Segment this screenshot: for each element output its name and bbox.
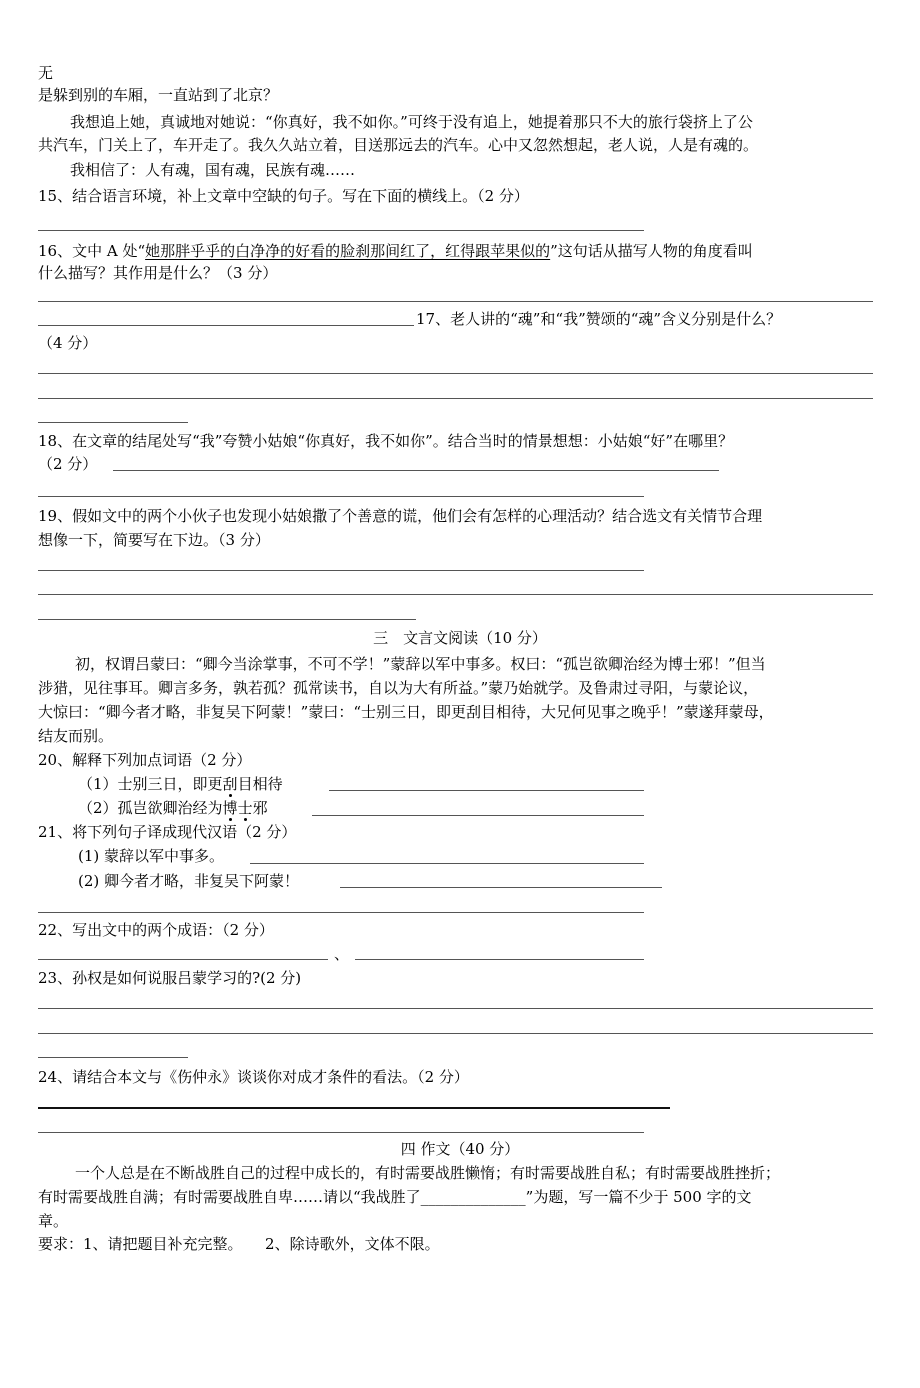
- question-20-item-2: [78, 798, 268, 818]
- essay-requirements: 要求：1、请把题目补充完整。 2、除诗歌外，文体不限。: [38, 1235, 440, 1253]
- separator: 、: [334, 945, 350, 963]
- answer-line[interactable]: [113, 470, 719, 471]
- question-20: 20、解释下列加点词语（2 分）: [38, 751, 252, 769]
- section-title: 四 作文（40 分）: [400, 1140, 520, 1158]
- question-16-line2: 什么描写？其作用是什么？（3 分）: [38, 264, 278, 282]
- essay-prompt-line: 章。: [38, 1212, 69, 1230]
- prompt-text: ”为题，写一篇不少于 500 字的文: [525, 1188, 752, 1206]
- question-17-score: （4 分）: [38, 334, 98, 352]
- question-17: 17、老人讲的“魂”和“我”赞颂的“魂”含义分别是什么？: [416, 310, 782, 328]
- prompt-text: 有时需要战胜自满；有时需要战胜自卑……请以“我战胜了: [38, 1188, 421, 1206]
- classical-text-line: 结友而别。: [38, 727, 114, 745]
- answer-line[interactable]: [38, 230, 644, 231]
- passage-line: 是躲到别的车厢，一直站到了北京？: [38, 86, 279, 104]
- question-24: 24、请结合本文与《伤仲永》谈谈你对成才条件的看法。（2 分）: [38, 1068, 469, 1086]
- question-18-score: （2 分）: [38, 455, 98, 473]
- dotted-character: 士: [237, 799, 253, 817]
- question-16-suffix: ”这句话从描写人物的角度看叫: [550, 242, 753, 260]
- answer-line[interactable]: [329, 790, 644, 791]
- answer-line[interactable]: [38, 301, 873, 302]
- question-21-item-1: (1) 蒙辞以军中事多。: [78, 847, 225, 865]
- answer-line[interactable]: [38, 619, 416, 620]
- passage-paragraph-line: 我想追上她，真诚地对她说：“你真好，我不如你。”可终于没有追上，她提着那只不大的旅行袋挤上了公: [70, 113, 753, 131]
- item-text: （2）孤岂欲卿治经为: [78, 799, 223, 817]
- question-22: 22、写出文中的两个成语：（2 分）: [38, 921, 274, 939]
- item-text: 邪: [252, 799, 268, 817]
- question-16-quote: 她那胖乎乎的白净净的好看的脸刹那间红了，红得跟苹果似的: [145, 242, 551, 260]
- answer-line[interactable]: [38, 496, 644, 497]
- dotted-character: 刮: [222, 775, 238, 793]
- item-text: 目相待: [237, 775, 283, 793]
- answer-line[interactable]: [38, 1132, 644, 1133]
- question-15: 15、结合语言环境，补上文章中空缺的句子。写在下面的横线上。（2 分）: [38, 187, 529, 205]
- passage-fragment: 无: [38, 64, 54, 82]
- answer-line[interactable]: [250, 863, 644, 864]
- title-blank[interactable]: ______________: [420, 1188, 526, 1206]
- classical-text-line: 大惊曰：“卿今者才略，非复吴下阿蒙！”蒙曰：“士别三日，即更刮目相待，大兄何见事之晚乎！”蒙遂拜蒙母，: [38, 703, 774, 721]
- answer-line[interactable]: [38, 1008, 873, 1009]
- question-20-item-1: [78, 774, 283, 794]
- passage-paragraph-line: 我相信了：人有魂，国有魂，民族有魂……: [70, 161, 356, 179]
- question-19-line2: 想像一下，简要写在下边。（3 分）: [38, 531, 270, 549]
- classical-text-line: 涉猎，见往事耳。卿言多务，孰若孤？孤常读书，自以为大有所益。”蒙乃始就学。及鲁肃过寻阳，与蒙论议，: [38, 679, 759, 697]
- answer-line[interactable]: [38, 325, 414, 326]
- classical-text-line: 初，权谓吕蒙曰：“卿今当涂掌事，不可不学！”蒙辞以军中事多。权曰：“孤岂欲卿治经为博士邪！”但当: [75, 655, 766, 673]
- answer-line[interactable]: [355, 959, 644, 960]
- question-16: [38, 241, 753, 261]
- passage-paragraph-line: 共汽车，门关上了，车开走了。我久久站立着，目送那远去的汽车。心中又忽然想起，老人说，人是有魂的。: [38, 136, 759, 154]
- answer-line[interactable]: [38, 373, 873, 374]
- question-21: 21、将下列句子译成现代汉语（2 分）: [38, 823, 297, 841]
- item-text: （1）士别三日，即更: [78, 775, 223, 793]
- question-18: 18、在文章的结尾处写“我”夸赞小姑娘“你真好，我不如你”。结合当时的情景想想：小姑娘“好”在哪里？: [38, 432, 734, 450]
- question-16-prefix: 16、文中 A 处“: [38, 242, 146, 260]
- essay-prompt-line: 一个人总是在不断战胜自己的过程中成长的，有时需要战胜懒惰；有时需要战胜自私；有时需要战胜挫折；: [75, 1164, 781, 1182]
- essay-prompt-line: [38, 1187, 752, 1207]
- question-23: 23、孙权是如何说服吕蒙学习的?(2 分): [38, 969, 302, 987]
- question-21-item-2: (2) 卿今者才略，非复吴下阿蒙！: [78, 872, 300, 890]
- answer-line[interactable]: [38, 1057, 188, 1058]
- answer-line[interactable]: [38, 422, 188, 423]
- answer-line[interactable]: [38, 912, 644, 913]
- question-19: 19、假如文中的两个小伙子也发现小姑娘撒了个善意的谎，他们会有怎样的心理活动？结合选文有关情节合理: [38, 507, 763, 525]
- answer-line[interactable]: [38, 1033, 873, 1034]
- answer-line[interactable]: [38, 959, 328, 960]
- answer-line[interactable]: [38, 1107, 670, 1109]
- answer-line[interactable]: [38, 398, 873, 399]
- answer-line[interactable]: [38, 570, 644, 571]
- answer-line[interactable]: [38, 594, 873, 595]
- section-title: 三 文言文阅读（10 分）: [373, 629, 547, 647]
- answer-line[interactable]: [312, 815, 644, 816]
- dotted-character: 博: [222, 799, 238, 817]
- answer-line[interactable]: [340, 887, 662, 888]
